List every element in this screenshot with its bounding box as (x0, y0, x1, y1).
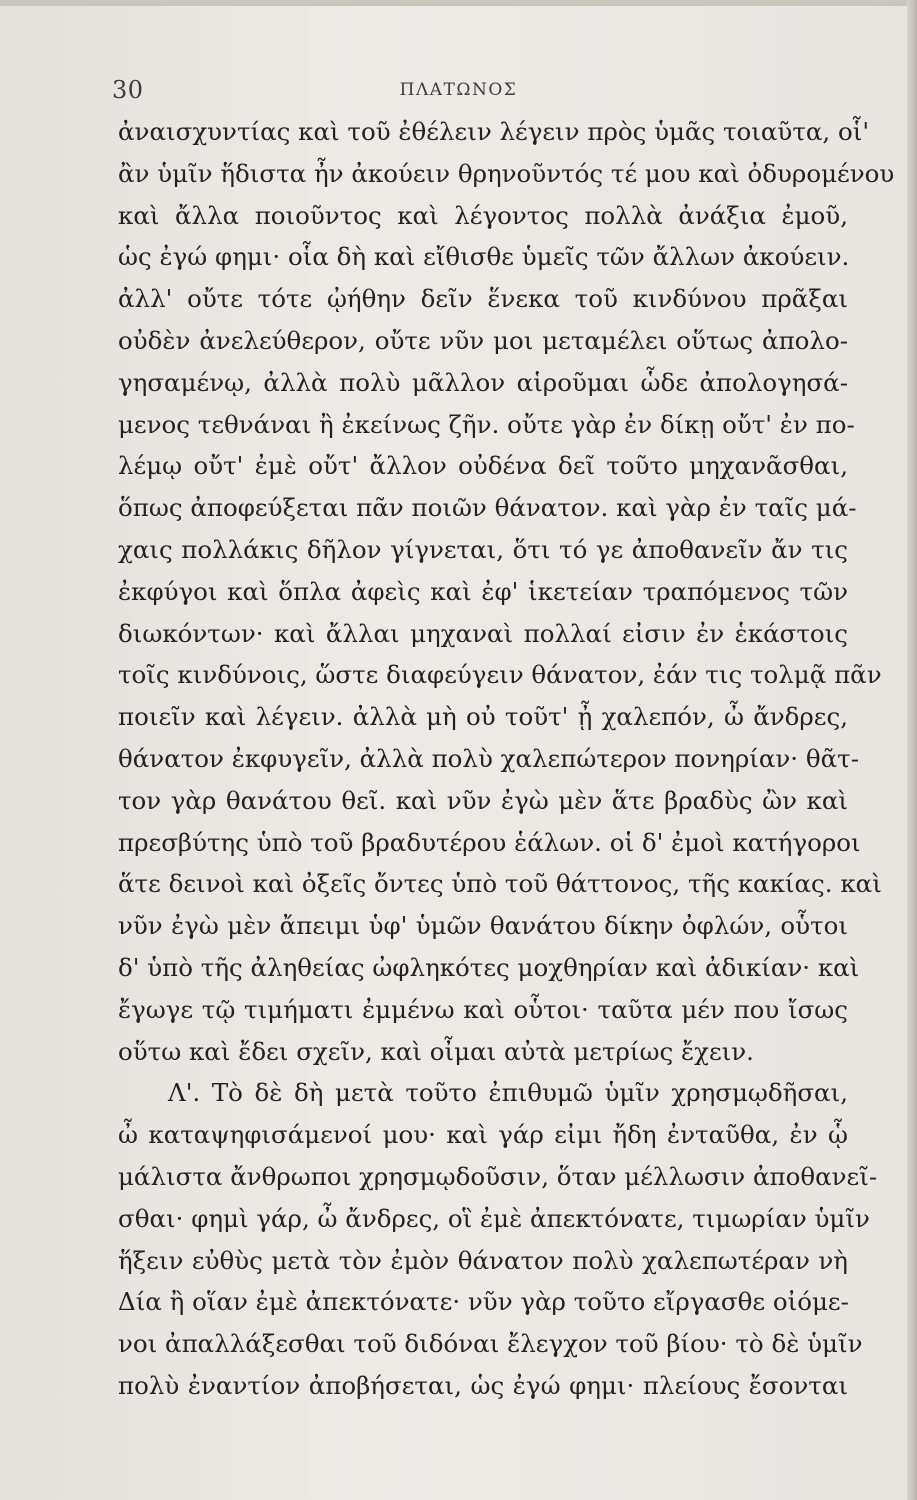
text-line: ὦ καταψηφισάμενοί μου· καὶ γάρ εἰμι ἤδη ἐνταῦθα, ἐν ᾧ (118, 1120, 848, 1150)
text-line: χαις πολλάκις δῆλον γίγνεται, ὅτι τό γε ἀποθανεῖν ἄν τις (118, 534, 848, 564)
text-line: νῦν ἐγὼ μὲν ἄπειμι ὑφ' ὑμῶν θανάτου δίκην ὀφλών, οὗτοι (118, 911, 848, 941)
text-line: ἐκφύγοι καὶ ὅπλα ἀφεὶς καὶ ἐφ' ἱκετείαν τραπόμενος τῶν (118, 576, 848, 606)
text-line-section-start: Λ'. Τὸ δὲ δὴ μετὰ τοῦτο ἐπιθυμῶ ὑμῖν χρησμῳδῆσαι, (168, 1078, 848, 1108)
text-line: ἀλλ' οὔτε τότε ᾠήθην δεῖν ἕνεκα τοῦ κινδύνου πρᾶξαι (118, 284, 848, 314)
text-line: τοῖς κινδύνοις, ὥστε διαφεύγειν θάνατον, ἐάν τις τολμᾷ πᾶν (118, 660, 882, 690)
text-line: ἂν ὑμῖν ἥδιστα ἦν ἀκούειν θρηνοῦντός τέ μου καὶ ὀδυρομένου (118, 158, 895, 188)
running-title: ΠΛΑΤΩΝΟΣ (399, 80, 518, 100)
text-line: διωκόντων· καὶ ἄλλαι μηχαναὶ πολλαί εἰσιν ἐν ἑκάστοις (118, 618, 848, 648)
text-line: ποιεῖν καὶ λέγειν. ἀλλὰ μὴ οὐ τοῦτ' ᾖ χαλεπόν, ὦ ἄνδρες, (118, 702, 848, 732)
text-line: τον γὰρ θανάτου θεῖ. καὶ νῦν ἐγὼ μὲν ἅτε βραδὺς ὢν καὶ (118, 785, 848, 815)
text-line: μενος τεθνάναι ἢ ἐκείνως ζῆν. οὔτε γὰρ ἐν δίκῃ οὔτ' ἐν πο- (118, 409, 855, 439)
text-line: ἥξειν εὐθὺς μετὰ τὸν ἐμὸν θάνατον πολὺ χαλεπωτέραν νὴ (118, 1245, 848, 1275)
text-line: δ' ὑπὸ τῆς ἀληθείας ὠφληκότες μοχθηρίαν καὶ ἀδικίαν· καὶ (118, 952, 860, 982)
text-line: καὶ ἄλλα ποιοῦντος καὶ λέγοντος πολλὰ ἀνάξια ἐμοῦ, (118, 200, 848, 230)
text-line: Δία ἢ οἵαν ἐμὲ ἀπεκτόνατε· νῦν γὰρ τοῦτο εἴργασθε οἰόμε- (118, 1287, 849, 1317)
page-number: 30 (112, 76, 144, 104)
text-line: λέμῳ οὔτ' ἐμὲ οὔτ' ἄλλον οὐδένα δεῖ τοῦτο μηχανᾶσθαι, (118, 451, 848, 481)
text-line: ἀναισχυντίας καὶ τοῦ ἐθέλειν λέγειν πρὸς ὑμᾶς τοιαῦτα, οἷ' (118, 117, 870, 146)
text-line: ὡς ἐγώ φημι· οἷα δὴ καὶ εἴθισθε ὑμεῖς τῶν ἄλλων ἀκούειν. (118, 242, 850, 272)
text-line: οὐδὲν ἀνελεύθερον, οὔτε νῦν μοι μεταμέλει οὕτως ἀπολο- (118, 325, 848, 355)
text-line: ἔγωγε τῷ τιμήματι ἐμμένω καὶ οὗτοι· ταῦτα μέν που ἴσως (118, 994, 848, 1024)
text-line: πολὺ ἐναντίον ἀποβήσεται, ὡς ἐγώ φημι· πλείους ἔσονται (118, 1370, 848, 1400)
text-line: ἅτε δεινοὶ καὶ ὀξεῖς ὄντες ὑπὸ τοῦ θάττονος, τῆς κακίας. καὶ (118, 869, 882, 899)
text-line: πρεσβύτης ὑπὸ τοῦ βραδυτέρου ἑάλων. οἱ δ' ἐμοὶ κατήγοροι (118, 827, 861, 857)
page-right-edge (907, 0, 917, 1500)
text-line: νοι ἀπαλλάξεσθαι τοῦ διδόναι ἔλεγχον τοῦ βίου· τὸ δὲ ὑμῖν (118, 1329, 863, 1359)
text-line: θάνατον ἐκφυγεῖν, ἀλλὰ πολὺ χαλεπώτερον πονηρίαν· θᾶτ- (118, 743, 859, 773)
text-line-paragraph-end: οὕτω καὶ ἔδει σχεῖν, καὶ οἶμαι αὐτὰ μετρίως ἔχειν. (118, 1036, 754, 1066)
text-line: γησαμένῳ, ἀλλὰ πολὺ μᾶλλον αἱροῦμαι ὧδε ἀπολογησά- (118, 367, 848, 397)
body-text (118, 111, 895, 1407)
text-line: ὅπως ἀποφεύξεται πᾶν ποιῶν θάνατον. καὶ γὰρ ἐν ταῖς μά- (118, 493, 857, 523)
text-line: μάλιστα ἄνθρωποι χρησμῳδοῦσιν, ὅταν μέλλωσιν ἀποθανεῖ- (118, 1161, 878, 1191)
text-line: σθαι· φημὶ γάρ, ὦ ἄνδρες, οἳ ἐμὲ ἀπεκτόνατε, τιμωρίαν ὑμῖν (118, 1203, 870, 1233)
page-top-edge (0, 0, 917, 6)
